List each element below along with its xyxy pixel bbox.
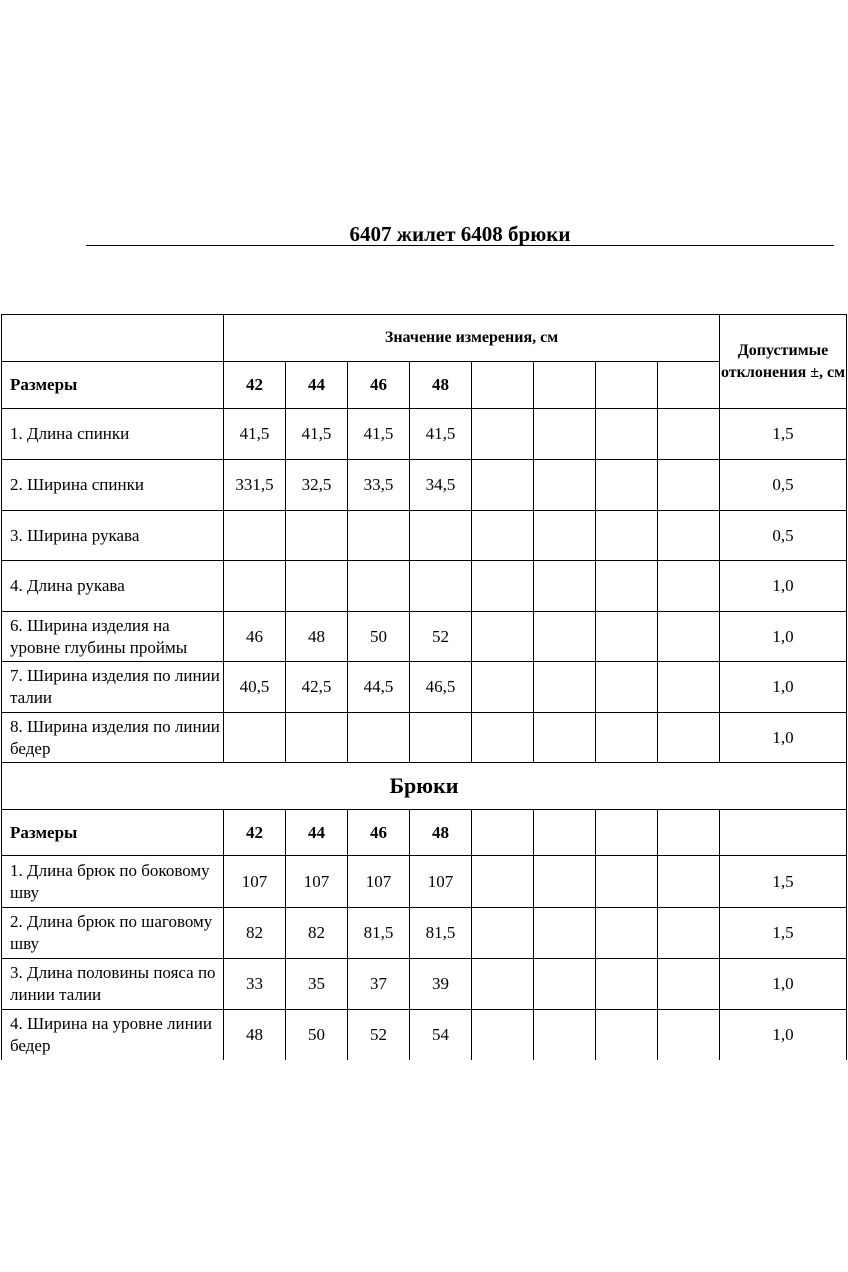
measurement-value: 50: [286, 1010, 348, 1060]
empty-cell: [472, 409, 534, 460]
tolerance-value: 1,0: [720, 612, 847, 662]
empty-cell: [596, 908, 658, 959]
empty-cell: [596, 856, 658, 908]
table-row: [2, 662, 847, 713]
empty-cell: [534, 959, 596, 1010]
tolerance-value: 1,5: [720, 856, 847, 908]
measurement-value: 34,5: [410, 460, 472, 511]
measurement-name: 4. Длина рукава: [2, 561, 224, 612]
measurement-value: 39: [410, 959, 472, 1010]
pants-sizes-row: [2, 810, 847, 856]
empty-cell: [596, 713, 658, 763]
measurement-value: [410, 561, 472, 612]
measurement-value: 52: [348, 1010, 410, 1060]
measurement-value: [224, 561, 286, 612]
measurement-name: 3. Длина половины пояса по линии талии: [2, 959, 224, 1010]
measurement-value: 107: [410, 856, 472, 908]
empty-cell: [596, 511, 658, 561]
empty-cell: [534, 362, 596, 409]
empty-cell: [658, 362, 720, 409]
measurement-value: 331,5: [224, 460, 286, 511]
measurement-value: 82: [224, 908, 286, 959]
empty-cell: [658, 1010, 720, 1060]
empty-cell: [658, 908, 720, 959]
vest-sizes-label: Размеры: [2, 362, 224, 409]
table-row: [2, 908, 847, 959]
tolerance-header: Допустимые отклонения ±, см: [720, 315, 847, 409]
table-row: [2, 1010, 847, 1060]
measurement-value: 50: [348, 612, 410, 662]
vest-size-cell: 48: [410, 362, 472, 409]
measurement-name: 7. Ширина изделия по линии талии: [2, 662, 224, 713]
empty-cell: [534, 713, 596, 763]
measurement-name: 1. Длина спинки: [2, 409, 224, 460]
table-row: [2, 511, 847, 561]
empty-cell: [472, 908, 534, 959]
empty-cell: [534, 561, 596, 612]
measurement-name: 2. Ширина спинки: [2, 460, 224, 511]
empty-cell: [720, 810, 847, 856]
empty-cell: [472, 561, 534, 612]
measurement-header: Значение измерения, см: [224, 315, 720, 362]
vest-size-cell: 46: [348, 362, 410, 409]
measurement-value: 48: [224, 1010, 286, 1060]
empty-cell: [534, 1010, 596, 1060]
empty-cell: [472, 1010, 534, 1060]
tolerance-value: 0,5: [720, 460, 847, 511]
measurement-value: 41,5: [286, 409, 348, 460]
table-row: [2, 460, 847, 511]
empty-cell: [472, 362, 534, 409]
empty-cell: [472, 511, 534, 561]
title-underline: [86, 245, 834, 246]
measurement-value: 81,5: [348, 908, 410, 959]
measurement-value: 82: [286, 908, 348, 959]
empty-cell: [534, 856, 596, 908]
empty-cell: [534, 460, 596, 511]
measurement-value: 42,5: [286, 662, 348, 713]
measurement-value: 41,5: [348, 409, 410, 460]
empty-cell: [596, 460, 658, 511]
tolerance-value: 1,0: [720, 1010, 847, 1060]
empty-cell: [472, 856, 534, 908]
measurement-value: 37: [348, 959, 410, 1010]
empty-cell: [534, 409, 596, 460]
empty-cell: [534, 810, 596, 856]
measurement-value: [286, 713, 348, 763]
empty-cell: [534, 662, 596, 713]
pants-size-cell: 44: [286, 810, 348, 856]
vest-size-cell: 42: [224, 362, 286, 409]
measurement-value: 81,5: [410, 908, 472, 959]
measurement-value: 40,5: [224, 662, 286, 713]
measurement-name: 2. Длина брюк по шаговому шву: [2, 908, 224, 959]
tolerance-value: 1,5: [720, 409, 847, 460]
measurement-value: 35: [286, 959, 348, 1010]
measurement-value: 107: [286, 856, 348, 908]
empty-cell: [658, 856, 720, 908]
document-title: 6407 жилет 6408 брюки: [349, 222, 571, 246]
tolerance-value: 0,5: [720, 511, 847, 561]
empty-cell: [534, 612, 596, 662]
empty-cell: [596, 561, 658, 612]
measurement-value: 41,5: [224, 409, 286, 460]
measurement-value: 107: [224, 856, 286, 908]
measurement-value: [348, 561, 410, 612]
empty-cell: [596, 409, 658, 460]
measurement-value: 52: [410, 612, 472, 662]
empty-cell: [472, 713, 534, 763]
measurement-value: 33: [224, 959, 286, 1010]
measurement-value: 32,5: [286, 460, 348, 511]
empty-cell: [658, 662, 720, 713]
measurement-value: [410, 713, 472, 763]
table-row: [2, 409, 847, 460]
pants-size-cell: 46: [348, 810, 410, 856]
tolerance-value: 1,0: [720, 959, 847, 1010]
measurement-value: 41,5: [410, 409, 472, 460]
empty-cell: [596, 662, 658, 713]
empty-cell: [596, 1010, 658, 1060]
measurement-name: 3. Ширина рукава: [2, 511, 224, 561]
measurement-name: 1. Длина брюк по боковому шву: [2, 856, 224, 908]
measurement-value: [410, 511, 472, 561]
empty-cell: [472, 460, 534, 511]
measurement-value: [286, 511, 348, 561]
empty-cell: [534, 511, 596, 561]
measurement-name: 4. Ширина на уровне линии бедер: [2, 1010, 224, 1060]
section-row: [2, 763, 847, 810]
measurement-value: 46: [224, 612, 286, 662]
tolerance-value: 1,5: [720, 908, 847, 959]
empty-cell: [658, 409, 720, 460]
empty-cell: [596, 810, 658, 856]
table-row: [2, 959, 847, 1010]
empty-cell: [472, 612, 534, 662]
table-row: [2, 612, 847, 662]
measurement-value: 33,5: [348, 460, 410, 511]
table-row: [2, 856, 847, 908]
tolerance-value: 1,0: [720, 713, 847, 763]
measurement-name: 6. Ширина изделия на уровне глубины проймы: [2, 612, 224, 662]
empty-cell: [658, 561, 720, 612]
empty-cell: [534, 908, 596, 959]
table-row: [2, 713, 847, 763]
measurement-value: [348, 713, 410, 763]
measurement-value: [348, 511, 410, 561]
header-corner-cell: [2, 315, 224, 362]
measurement-value: 54: [410, 1010, 472, 1060]
measurement-name: 8. Ширина изделия по линии бедер: [2, 713, 224, 763]
measurement-value: 46,5: [410, 662, 472, 713]
empty-cell: [472, 959, 534, 1010]
table-row: [2, 561, 847, 612]
empty-cell: [596, 612, 658, 662]
empty-cell: [658, 810, 720, 856]
empty-cell: [658, 460, 720, 511]
empty-cell: [658, 511, 720, 561]
measurement-table: [1, 314, 847, 1060]
empty-cell: [658, 959, 720, 1010]
measurement-value: [224, 713, 286, 763]
empty-cell: [658, 612, 720, 662]
empty-cell: [596, 959, 658, 1010]
empty-cell: [472, 810, 534, 856]
pants-sizes-label: Размеры: [2, 810, 224, 856]
tolerance-value: 1,0: [720, 662, 847, 713]
measurement-value: 48: [286, 612, 348, 662]
pants-section-title: Брюки: [2, 763, 847, 810]
empty-cell: [596, 362, 658, 409]
measurement-value: [224, 511, 286, 561]
measurement-value: 107: [348, 856, 410, 908]
vest-size-cell: 44: [286, 362, 348, 409]
pants-size-cell: 48: [410, 810, 472, 856]
empty-cell: [472, 662, 534, 713]
measurement-value: [286, 561, 348, 612]
pants-size-cell: 42: [224, 810, 286, 856]
empty-cell: [658, 713, 720, 763]
tolerance-value: 1,0: [720, 561, 847, 612]
measurement-value: 44,5: [348, 662, 410, 713]
